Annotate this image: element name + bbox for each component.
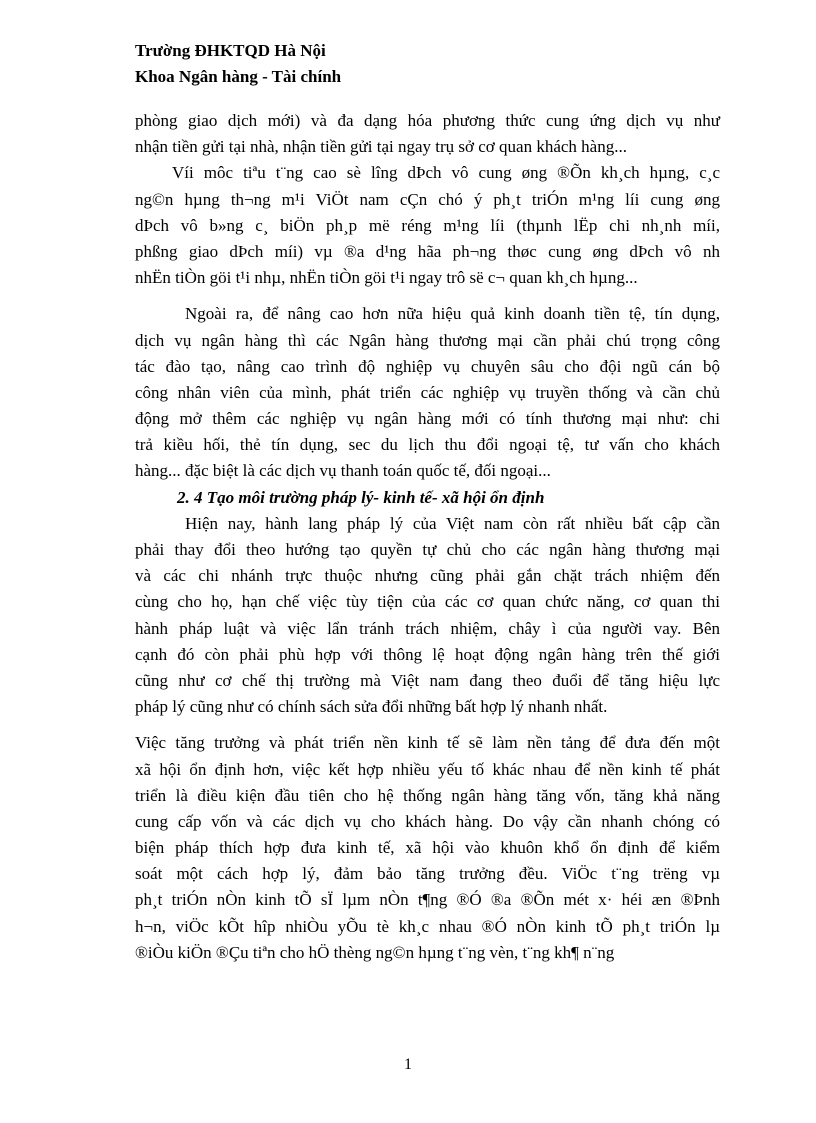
document-body — [135, 108, 720, 966]
text-line: và các chi nhánh trực thuộc nhưng cũng phải gắn chặt trách nhiệm đến — [135, 566, 720, 586]
text-line: soát một cách hợp lý, đảm bảo tăng trưởng đều. ViÖc t¨ng trëng vµ — [135, 864, 720, 884]
text-line: cung cấp vốn và các dịch vụ cho khách hàng. Do vậy cần nhanh chóng có — [135, 811, 720, 831]
text-line: cùng cho họ, hạn chế việc tùy tiện của các cơ quan chức năng, cơ quan thi — [135, 592, 720, 612]
text-line: ®iÒu kiÖn ®Çu tiªn cho hÖ thèng ng©n hµng t¨ng vèn, t¨ng kh¶ n¨ng — [135, 942, 615, 962]
header-faculty: Khoa Ngân hàng - Tài chính — [135, 67, 342, 86]
paragraph — [135, 301, 720, 484]
text-line: Việc tăng trưởng và phát triển nền kinh tế sẽ làm nền tảng để đưa đến một — [135, 733, 720, 753]
paragraph — [135, 511, 720, 721]
text-line: phßng giao dÞch míi) vµ ®a d¹ng hãa ph¬ng thøc cung øng dÞch vô nh — [135, 241, 720, 261]
section-heading: 2. 4 Tạo môi trường pháp lý- kinh tế- xã hội ổn định — [177, 487, 545, 507]
text-line: tác đào tạo, nâng cao trình độ nghiệp vụ chuyên sâu cho đội ngũ cán bộ — [135, 356, 720, 376]
text-line: xã hội ổn định hơn, việc kết hợp nhiều yếu tố khác nhau để nền kinh tế phát — [135, 759, 720, 779]
text-line: trả kiều hối, thẻ tín dụng, sec du lịch thu đổi ngoại tệ, tư vấn cho khách — [135, 435, 720, 455]
text-line: triển là điều kiện đầu tiên cho hệ thống ngân hàng tăng vốn, tăng khả năng — [135, 785, 720, 805]
text-line: phòng giao dịch mới) và đa dạng hóa phương thức cung ứng dịch vụ như — [135, 111, 720, 130]
text-line: công nhân viên của mình, phát triển các nghiệp vụ truyền thống và cần chủ — [135, 382, 720, 402]
text-line: cạnh đó còn phải phù hợp với thông lệ hoạt động ngân hàng trên thế giới — [135, 644, 720, 664]
text-line: pháp lý cũng như có chính sách sửa đổi những bất hợp lý nhanh nhất. — [135, 697, 608, 717]
text-line: cũng như cơ chế thị trường mà Việt nam đang theo đuổi để tăng hiệu lực — [135, 670, 720, 690]
text-line: nhËn tiÒn göi t¹i nhµ, nhËn tiÒn göi t¹i ngay trô së c¬ quan kh¸ch hµng... — [135, 268, 638, 288]
text-line: ng©n hµng th¬ng m¹i ViÖt nam cÇn chó ý ph¸t triÓn m¹ng líi cung øng — [135, 189, 720, 209]
text-line: phải thay đổi theo hướng tạo quyền tự chủ cho các ngân hàng thương mại — [135, 540, 720, 559]
text-line: Víi môc tiªu t¨ng cao sè lîng dÞch vô cung øng ®Õn kh¸ch hµng, c¸c — [172, 163, 720, 183]
text-line: biện pháp thích hợp đưa kinh tế, xã hội vào khuôn khổ ổn định để kiểm — [135, 838, 720, 858]
text-line: hành pháp luật và việc lẩn tránh trách nhiệm, chây ì của người vay. Bên — [135, 618, 720, 638]
text-line: nhận tiền gửi tại nhà, nhận tiền gửi tại ngay trụ sở cơ quan khách hàng... — [135, 137, 627, 157]
paragraph — [135, 160, 720, 291]
text-line: ph¸t triÓn nÒn kinh tÕ sÏ lµm nÒn t¶ng ®Ó ®a ®Õn mét x· héi æn ®Þnh — [135, 890, 720, 910]
text-line: Ngoài ra, để nâng cao hơn nữa hiệu quả kinh doanh tiền tệ, tín dụng, — [185, 304, 720, 324]
text-line: dÞch vô b»ng c¸ biÖn ph¸p më réng m¹ng líi (thµnh lËp chi nh¸nh míi, — [135, 215, 720, 235]
page-number: 1 — [404, 1056, 412, 1073]
page-header — [135, 38, 341, 90]
paragraph — [135, 108, 720, 160]
text-line: Hiện nay, hành lang pháp lý của Việt nam còn rất nhiều bất cập cần — [185, 513, 720, 533]
text-line: dịch vụ ngân hàng thì các Ngân hàng thương mại cần phải chú trọng công — [135, 330, 720, 350]
header-university: Trường ĐHKTQD Hà Nội — [135, 41, 326, 60]
text-line: động mở thêm các nghiệp vụ ngân hàng mới có tính thương mại như: chi — [135, 409, 720, 429]
text-line: h¬n, viÖc kÕt hîp nhiÒu yÕu tè kh¸c nhau ®Ó nÒn kinh tÕ ph¸t triÓn lµ — [135, 916, 720, 936]
text-line: hàng... đặc biệt là các dịch vụ thanh toán quốc tế, đối ngoại... — [135, 461, 551, 481]
paragraph — [135, 730, 720, 966]
